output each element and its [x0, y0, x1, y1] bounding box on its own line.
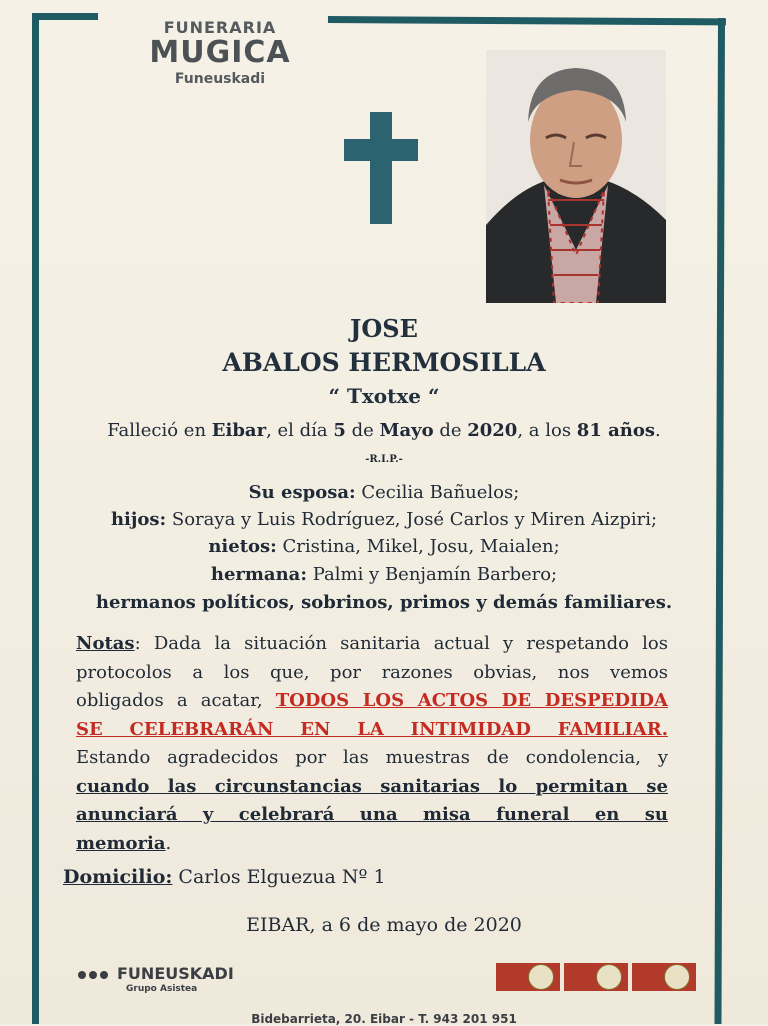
footer-address: Bidebarrieta, 20. Eibar - T. 943 201 951 — [251, 1012, 517, 1026]
domicilio-value: Carlos Elguezua Nº 1 — [172, 866, 386, 888]
death-age: 81 años — [576, 420, 656, 441]
dots-icon — [78, 964, 111, 983]
dateline: EIBAR, a 6 de mayo de 2020 — [246, 914, 522, 936]
death-day: 5 — [333, 420, 346, 441]
funeuskadi-logo: FUNEUSKADI Grupo Asistea — [78, 963, 234, 994]
domicilio — [63, 866, 386, 888]
deceased-photo — [486, 50, 666, 303]
seal-icon — [632, 963, 696, 991]
deceased-surnames: ABALOS HERMOSILLA — [222, 348, 546, 377]
brand-main-text: MUGICA — [149, 35, 291, 70]
notes-highlight-2: SE CELEBRARÁN EN LA INTIMIDAD FAMILIAR. — [76, 718, 668, 740]
family-sister: hermana: Palmi y Benjamín Barbero; — [210, 564, 558, 585]
deceased-first-name: JOSE — [350, 314, 418, 343]
notes-highlight-1: TODOS LOS ACTOS DE DESPEDIDA — [275, 690, 668, 711]
rip-text: -R.I.P.- — [365, 454, 403, 465]
family-spouse: Su esposa: Cecilia Bañuelos; — [248, 482, 520, 503]
certification-seals — [496, 963, 700, 995]
death-place: Eibar — [211, 420, 267, 441]
brand-sub-text: Funeuskadi — [174, 71, 266, 87]
funeral-home-logo — [120, 18, 320, 87]
notes-label: Notas — [76, 633, 135, 654]
family-grandchildren: nietos: Cristina, Mikel, Josu, Maialen; — [208, 536, 560, 557]
seal-icon — [496, 963, 560, 991]
notes-section: Notas: Dada la situación sanitaria actual y respetando los protocolos a los que, por razones obvias, nos vemos obligados a acatar, TODOS LOS ACTOS DE DESPEDIDA SE CELEBRARÁN EN LA INTIMIDAD FAMILIAR. Estando agradecidos por las muestras de condolencia, y cuando las circunstancias sanitarias lo permitan se anunciará y celebrará una misa funeral en su memoria. — [76, 633, 668, 854]
family-others: hermanos políticos, sobrinos, primos y demás familiares. — [95, 592, 673, 613]
domicilio-label: Domicilio: — [63, 866, 173, 888]
frame-border-top-left — [32, 13, 98, 20]
brand-top-text: FUNERARIA — [163, 18, 277, 37]
cross-icon — [344, 112, 418, 224]
death-statement: Falleció en Eibar, el día 5 de Mayo de 2020, a los 81 años. — [107, 420, 661, 441]
deceased-nickname: “ Txotxe “ — [328, 384, 440, 408]
seal-icon — [564, 963, 628, 991]
death-month: Mayo — [379, 420, 434, 441]
death-year: 2020 — [467, 420, 518, 441]
family-children: hijos: Soraya y Luis Rodríguez, José Carlos y Miren Aizpiri; — [110, 509, 658, 530]
